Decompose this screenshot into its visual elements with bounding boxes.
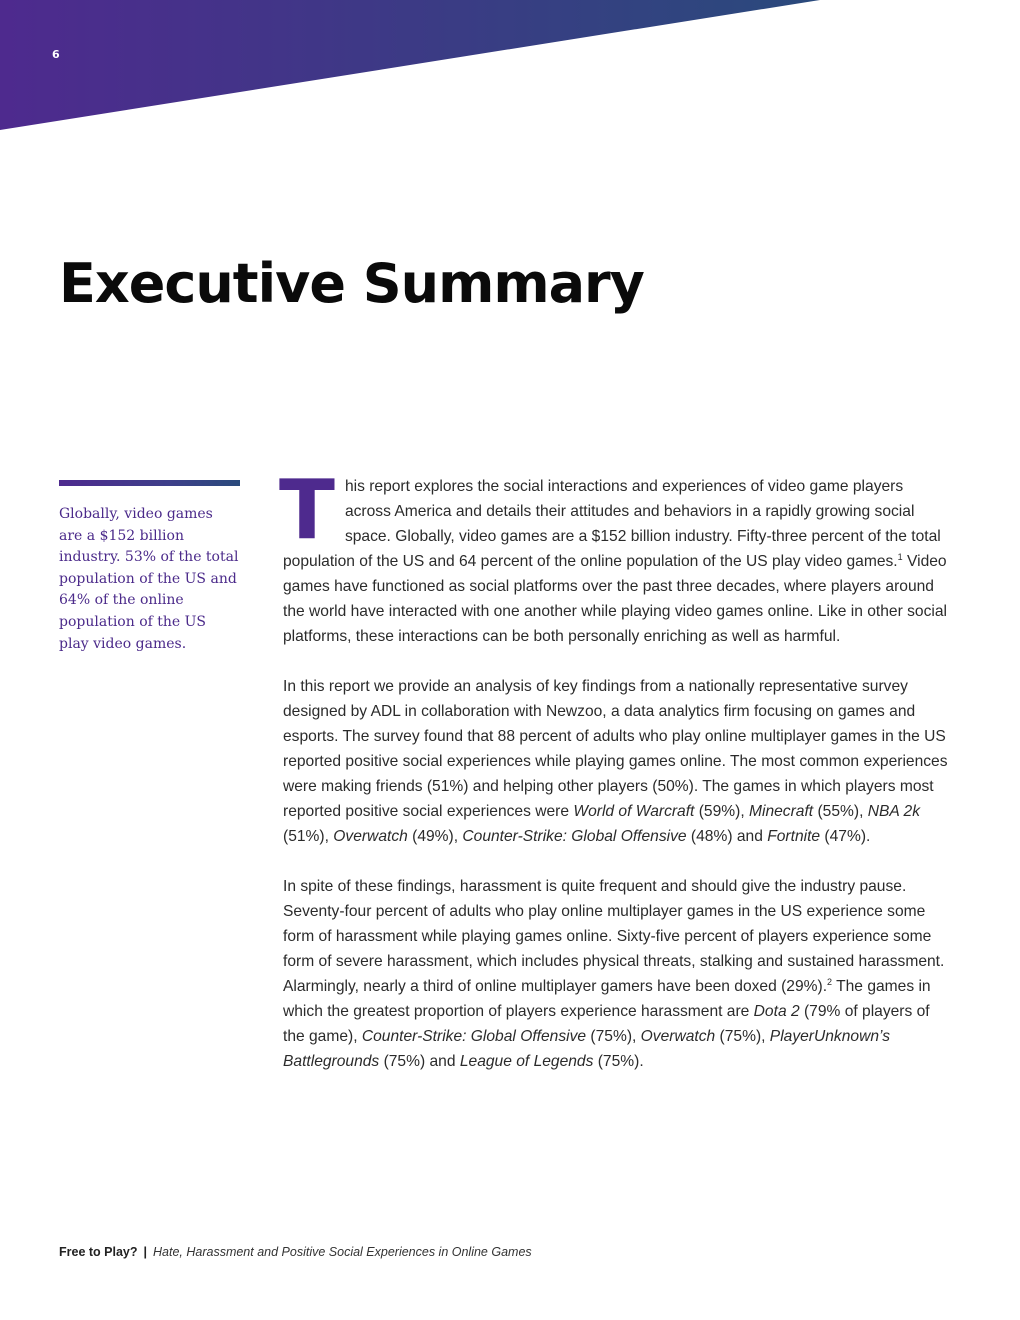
- page-title: Executive Summary: [59, 252, 644, 315]
- game-title: NBA 2k: [867, 803, 921, 820]
- pullquote-divider: [59, 480, 240, 486]
- text-run: In spite of these findings, harassment is quite frequent and should give the industry pause. Seventy-four percent of adults who play online multiplayer games in the US experience some form of harassment while playing games online. Sixty-five percent of players experience some form of severe harassment, which includes physical threats, stalking and sustained harassment. Alarmingly, nearly a third of online multiplayer gamers have been doxed (29%).: [283, 878, 945, 995]
- text-run: In this report we provide an analysis of key findings from a nationally representative survey designed by ADL in collaboration with Newzoo, a data analytics firm focusing on games and esports. The survey found that 88 percent of adults who play online multiplayer games in the US reported positive social experiences while playing games online. The most common experiences were making friends (51%) and helping other players (50%). The games in which players most reported positive social experiences were: [283, 678, 948, 820]
- game-title: League of Legends: [459, 1053, 594, 1070]
- text-run: (75%).: [593, 1053, 644, 1070]
- body-text: [279, 463, 949, 1099]
- text-run: (75%) and: [379, 1053, 460, 1070]
- game-title: Overwatch: [640, 1028, 716, 1045]
- footnote-marker: 1: [897, 552, 903, 562]
- header-banner: [0, 0, 1020, 140]
- footer: [59, 1245, 532, 1259]
- pullquote: [59, 480, 240, 655]
- text-run: (51%),: [283, 828, 334, 845]
- game-title: PlayerUnknown’s Battlegrounds: [283, 1028, 890, 1070]
- text-run: (49%),: [407, 828, 463, 845]
- game-title: Minecraft: [749, 803, 814, 820]
- text-run: (79% of players of the game),: [283, 1003, 930, 1045]
- footer-separator: |: [143, 1245, 147, 1259]
- paragraph-harassment: [283, 874, 949, 1074]
- banner-shape: [0, 0, 820, 130]
- text-run: (75%),: [586, 1028, 641, 1045]
- text-run: (75%),: [715, 1028, 770, 1045]
- text-run: (47%).: [820, 828, 871, 845]
- pullquote-text: Globally, video games are a $152 billion industry. 53% of the total population of the US and 64% of the online population of the US play video games.: [59, 506, 239, 652]
- footnote-marker: 2: [827, 977, 833, 987]
- footer-report-title: Free to Play?: [59, 1245, 138, 1259]
- text-run: (55%),: [813, 803, 868, 820]
- game-title: Overwatch: [333, 828, 408, 845]
- text-run: The games in which the greatest proportion of players experience harassment are: [283, 978, 931, 1020]
- paragraph-intro: [279, 463, 949, 649]
- text-run: Video games have functioned as social platforms over the past three decades, where players around the world have interacted with one another while playing video games online. Like in other social platforms, these interactions can be both personally enriching as well as harmful.: [283, 553, 947, 645]
- page-number: 6: [52, 48, 60, 61]
- game-title: World of Warcraft: [573, 803, 695, 820]
- dropcap-letter: T: [279, 463, 335, 558]
- game-title: Counter-Strike: Global Offensive: [361, 1028, 587, 1045]
- paragraph-positive-experiences: [283, 674, 949, 849]
- text-run: (48%) and: [686, 828, 768, 845]
- text-run: (59%),: [694, 803, 749, 820]
- game-title: Dota 2: [753, 1003, 800, 1020]
- footer-report-subtitle: Hate, Harassment and Positive Social Experiences in Online Games: [153, 1245, 532, 1259]
- game-title: Fortnite: [767, 828, 821, 845]
- game-title: Counter-Strike: Global Offensive: [462, 828, 687, 845]
- text-run: his report explores the social interactions and experiences of video game players across America and details their attitudes and behaviors in a rapidly growing social space. Globally, video games are a $152 billion industry. Fifty-three percent of the total population of the US and 64 percent of the online population of the US play video games.: [283, 478, 941, 570]
